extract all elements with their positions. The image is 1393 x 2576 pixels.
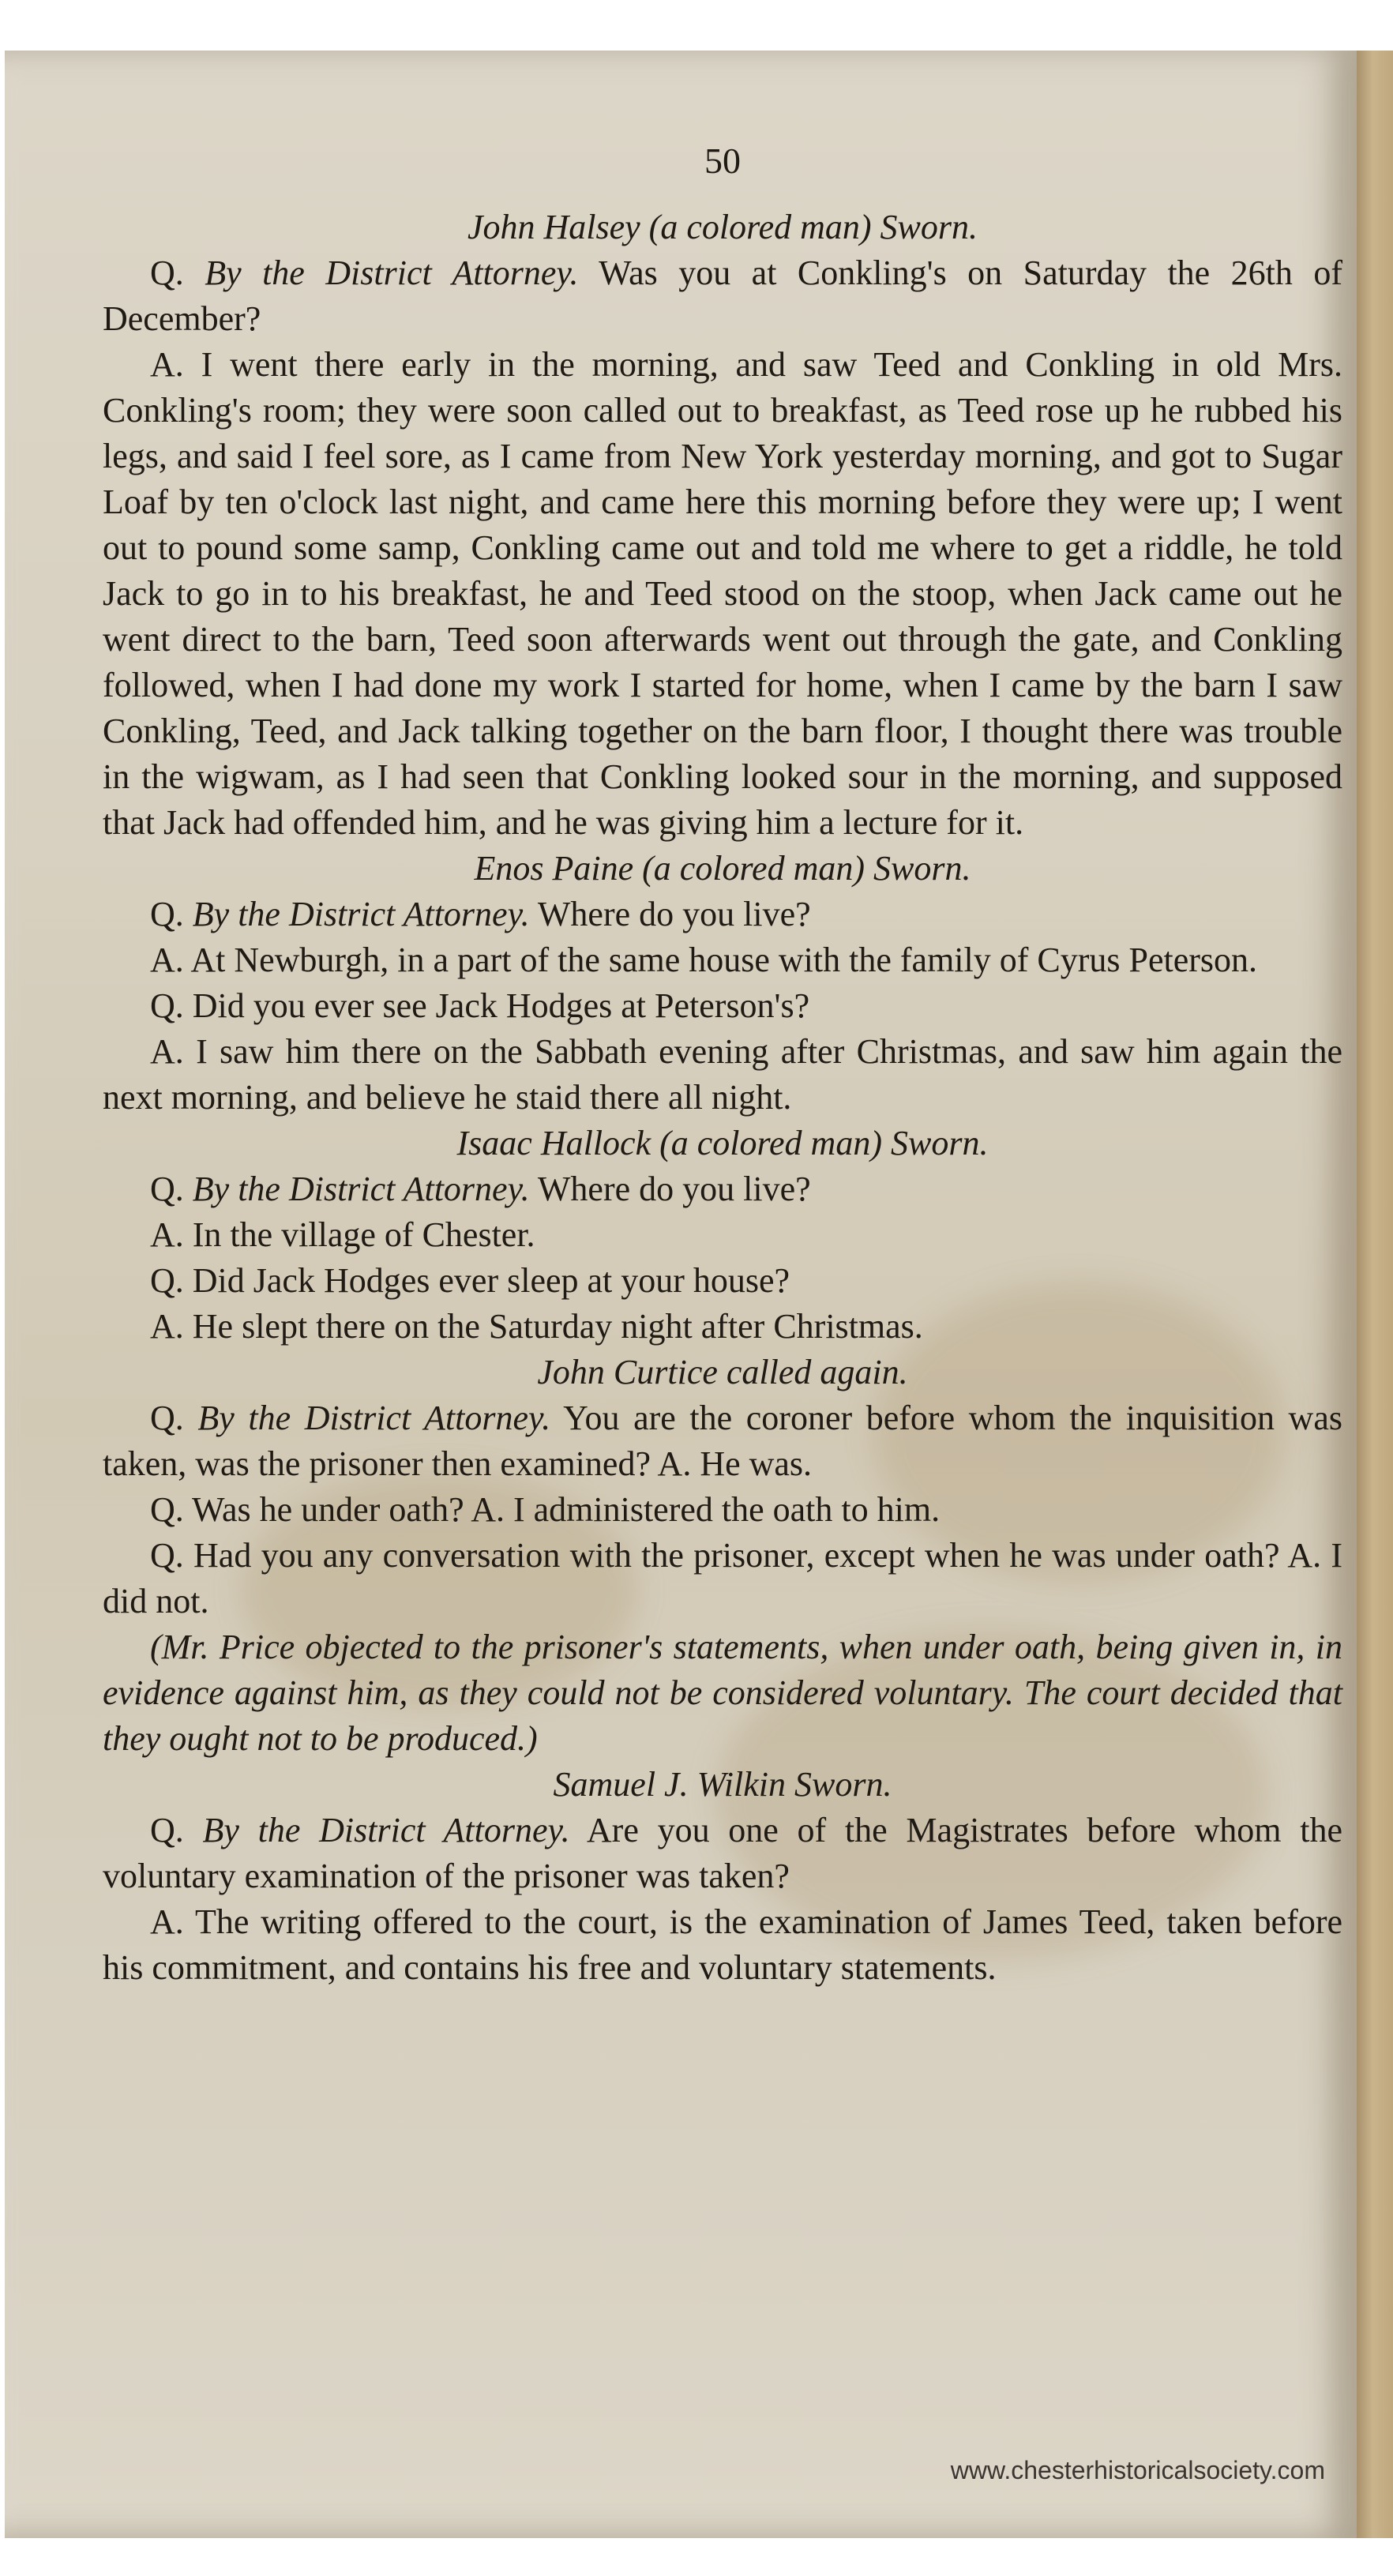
paragraph-text: A. He slept there on the Saturday night after Christmas. (150, 1307, 923, 1346)
speaker-prefix: Q. (150, 1811, 203, 1849)
italic-phrase: By the District Attorney. (197, 1399, 551, 1437)
testimony-paragraph (103, 1624, 1342, 1762)
paragraph-text: A. The writing offered to the court, is the examination of James Teed, taken before his commitment, and contains his free and voluntary statements. (103, 1902, 1342, 1987)
testimony-paragraph (103, 983, 1342, 1029)
speaker-prefix: Q. (150, 895, 193, 933)
witness-heading: Isaac Hallock (a colored man) Sworn. (456, 1124, 989, 1162)
paragraph-text: A. I went there early in the morning, and saw Teed and Conkling in old Mrs. Conkling's room; they were soon called out to breakfast, as Teed rose up he rubbed his legs, and said I feel sore, as I came from New York yesterday morning, and got to Sugar Loaf by ten o'clock last night, and came here this morning before they were up; I went out to pound some samp, Conkling came out and told me where to get a riddle, he told Jack to go in to his breakfast, he and Teed stood on the stoop, when Jack came out he went direct to the barn, Teed soon afterwards went out through the gate, and Conkling followed, when I had done my work I started for home, when I came by the barn I saw Conkling, Teed, and Jack talking together on the barn floor, I thought there was trouble in the wigwam, as I had seen that Conkling looked sour in the morning, and supposed that Jack had offended him, and he was giving him a lecture for it. (103, 345, 1342, 842)
testimony-paragraph (103, 342, 1342, 846)
paragraph-text: A. In the village of Chester. (150, 1215, 535, 1254)
page-content (103, 138, 1342, 1991)
italic-phrase: By the District Attorney. (205, 253, 579, 292)
witness-heading: John Halsey (a colored man) Sworn. (467, 208, 978, 246)
testimony-paragraph (103, 1487, 1342, 1533)
testimony-paragraph (103, 892, 1342, 937)
speaker-prefix: Q. (150, 1170, 193, 1208)
testimony-paragraph (103, 1029, 1342, 1121)
testimony-paragraph (103, 937, 1342, 983)
testimony-paragraph (103, 1304, 1342, 1350)
italic-phrase: By the District Attorney. (192, 1170, 530, 1208)
testimony-paragraph (103, 1533, 1342, 1624)
testimony-paragraph (103, 1258, 1342, 1304)
paragraph-text: A. I saw him there on the Sabbath evening after Christmas, and saw him again the next morning, and believe he staid there all night. (103, 1032, 1342, 1117)
page-number: 50 (704, 141, 741, 181)
testimony-paragraph (103, 250, 1342, 342)
paragraph-text: Where do you live? (529, 895, 811, 933)
paragraph-text: Where do you live? (529, 1170, 811, 1208)
witness-heading: Samuel J. Wilkin Sworn. (553, 1765, 892, 1804)
testimony-paragraph (103, 1395, 1342, 1487)
testimony-paragraph (103, 1212, 1342, 1258)
witness-heading: John Curtice called again. (537, 1353, 908, 1391)
paragraph-text: Are you one of the Magistrates before whom the voluntary examination of the prisoner was taken? (103, 1811, 1342, 1895)
italic-phrase: By the District Attorney. (202, 1811, 570, 1849)
testimony-sections (103, 205, 1342, 1991)
testimony-paragraph (103, 1166, 1342, 1212)
paragraph-text: Was you at Conkling's on Saturday the 26th of December? (103, 253, 1342, 338)
watermark: www.chesterhistoricalsociety.com (950, 2456, 1325, 2484)
page-edge (1357, 51, 1393, 2538)
paragraph-text: Q. Did you ever see Jack Hodges at Peterson's? (150, 986, 810, 1025)
paragraph-text: Q. Did Jack Hodges ever sleep at your house? (150, 1261, 790, 1300)
paragraph-text: You are the coroner before whom the inquisition was taken, was the prisoner then examined? A. He was. (103, 1399, 1342, 1483)
testimony-paragraph (103, 1808, 1342, 1899)
paragraph-text: Q. Was he under oath? A. I administered the oath to him. (150, 1490, 941, 1529)
paragraph-text: A. At Newburgh, in a part of the same house with the family of Cyrus Peterson. (150, 941, 1258, 979)
italic-phrase: By the District Attorney. (192, 895, 530, 933)
speaker-prefix: Q. (150, 253, 205, 292)
speaker-prefix: Q. (150, 1399, 198, 1437)
italic-phrase: (Mr. Price objected to the prisoner's statements, when under oath, being given in, in evidence against him, as they could not be considered voluntary. The court decided that they ought not to be produced.) (103, 1628, 1342, 1758)
witness-heading: Enos Paine (a colored man) Sworn. (474, 849, 971, 888)
paragraph-text: Q. Had you any conversation with the prisoner, except when he was under oath? A. I did not. (103, 1536, 1342, 1620)
testimony-paragraph (103, 1899, 1342, 1991)
